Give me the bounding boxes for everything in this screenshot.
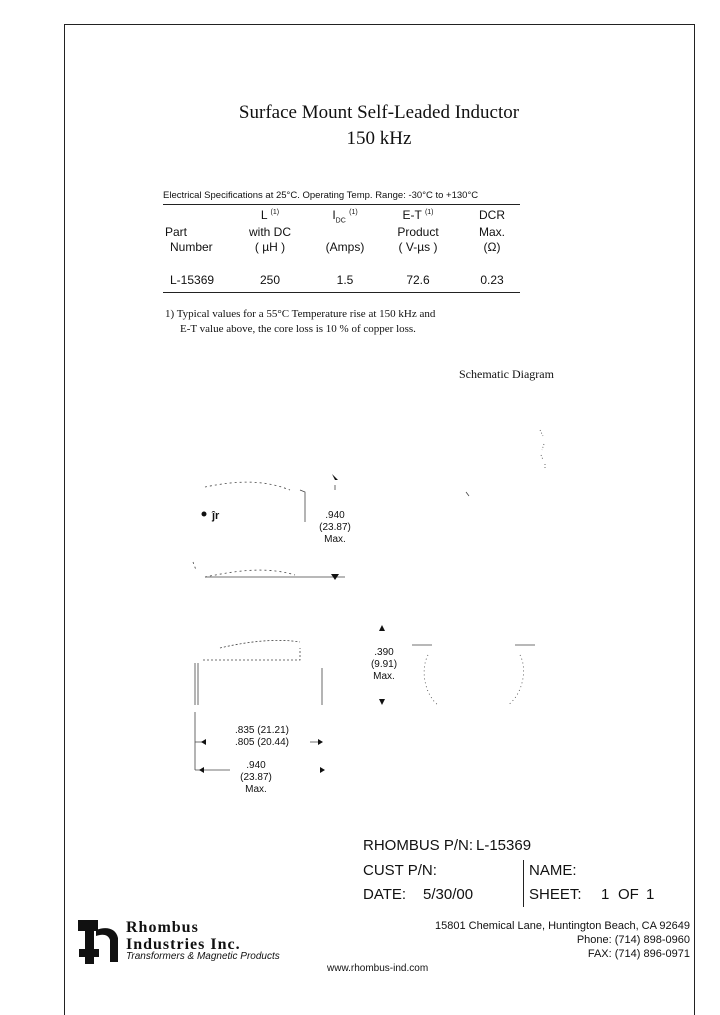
dim-lead-span: .835 (21.21) .805 (20.44) — [235, 725, 289, 748]
schematic-label: Schematic Diagram — [459, 367, 554, 381]
col-idc-line3: (Amps) — [325, 240, 365, 254]
footnote-line2: E-T value above, the core loss is 10 % of copper loss. — [180, 323, 416, 335]
company-address: 15801 Chemical Lane, Huntington Beach, CA 92649 — [434, 920, 690, 932]
col-dcr-line1: DCR — [479, 208, 505, 222]
date-label: DATE: — [363, 886, 407, 903]
company-name-line2: Industries Inc. — [126, 936, 241, 953]
svg-text:ĵr: ĵr — [212, 510, 220, 522]
spec-header: Electrical Specifications at 25°C. Operating Temp. Range: -30°C to +130°C — [163, 190, 479, 201]
company-phone: Phone: (714) 898-0960 — [576, 934, 690, 946]
col-part-line1: Part — [165, 225, 188, 239]
company-website[interactable]: www.rhombus-ind.com — [327, 963, 429, 974]
dim-width: .940 (23.87) Max. — [240, 760, 272, 795]
row-l: 250 — [259, 273, 281, 287]
row-dcr: 0.23 — [480, 273, 504, 287]
doc-subtitle: 150 kHz — [346, 128, 412, 149]
sheet-label: SHEET: — [529, 886, 582, 903]
company-tagline: Transformers & Magnetic Products — [126, 951, 280, 962]
sheet-total: 1 — [646, 886, 655, 903]
dim-side-height: .390 (9.91) Max. — [370, 647, 398, 682]
title-block-divider — [523, 860, 524, 907]
date-value: 5/30/00 — [423, 886, 474, 903]
col-l-line3: ( µH ) — [254, 240, 286, 254]
col-idc-line1: $I_{DC}$ $^{(1)}$ — [332, 208, 358, 225]
col-part-line2: Number — [170, 240, 213, 254]
col-dcr-line3: (Ω) — [483, 240, 501, 254]
sheet-of: OF — [618, 886, 639, 903]
col-et-line3: ( V-µs ) — [398, 240, 438, 254]
row-part: L-15369 — [170, 273, 215, 287]
company-name-line1: Rhombus — [126, 919, 199, 936]
col-dcr-line2: Max. — [478, 225, 505, 239]
col-l-line1: L $^{(1)}$ — [260, 208, 280, 222]
col-et-line2: Product — [397, 225, 439, 239]
pn-value: L-15369 — [476, 837, 532, 854]
company-fax: FAX: (714) 896-0971 — [587, 948, 690, 960]
col-et-line1: E-T $^{(1)}$ — [402, 208, 434, 222]
col-l-line2: with DC — [248, 225, 291, 239]
dim-top-height: .940 (23.87) Max. — [319, 510, 351, 545]
name-label: NAME: — [529, 862, 577, 879]
doc-title: Surface Mount Self-Leaded Inductor — [238, 102, 520, 123]
row-et: 72.6 — [406, 273, 430, 287]
company-logo — [76, 918, 124, 966]
pn-label: RHOMBUS P/N: — [363, 837, 474, 854]
sheet-number: 1 — [601, 886, 610, 903]
row-idc: 1.5 — [336, 273, 354, 287]
cust-pn-label: CUST P/N: — [363, 862, 437, 879]
footnote-line1: 1) Typical values for a 55°C Temperature rise at 150 kHz and — [165, 308, 436, 320]
